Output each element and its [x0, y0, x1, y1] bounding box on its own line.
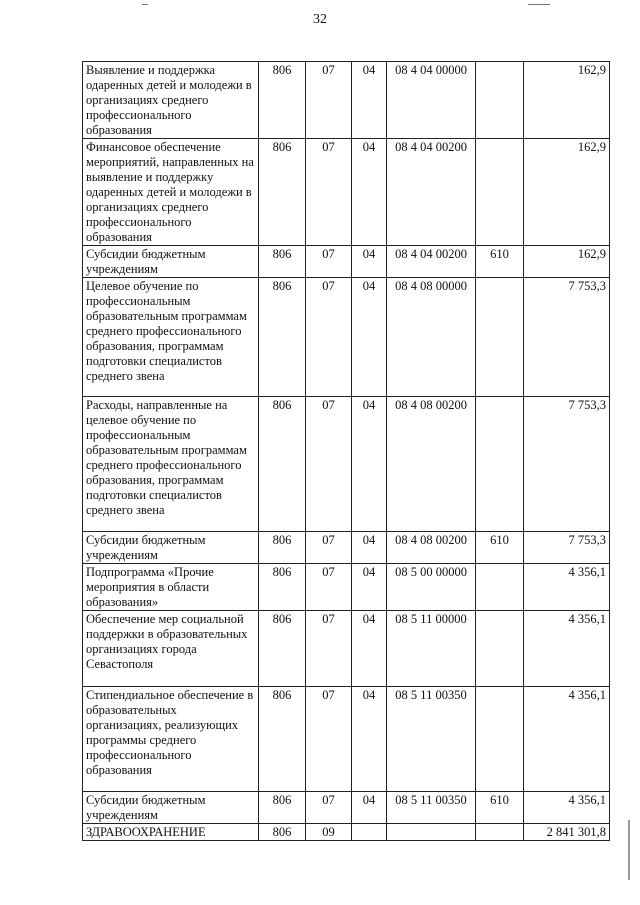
scan-edge-shadow [628, 820, 630, 880]
page-number: 32 [313, 12, 327, 27]
row-name: Субсидии бюджетным учреждениям [83, 792, 259, 824]
scan-artifact-right [528, 4, 550, 5]
table-row [83, 792, 610, 824]
expense-type-code [476, 824, 524, 841]
section-code: 07 [306, 278, 352, 397]
expense-type-code [476, 62, 524, 139]
table-row [83, 62, 610, 139]
row-name: Стипендиальное обеспечение в образовательных организациях, реализующих программы среднего профессионального образования [83, 687, 259, 792]
section-code: 07 [306, 62, 352, 139]
target-article-code: 08 5 00 00000 [387, 564, 476, 611]
amount: 7 753,3 [524, 397, 610, 532]
dept-code: 806 [259, 246, 306, 278]
table-row [83, 564, 610, 611]
amount: 162,9 [524, 139, 610, 246]
expense-type-code [476, 278, 524, 397]
dept-code: 806 [259, 792, 306, 824]
row-name: Выявление и поддержка одаренных детей и молодежи в организациях среднего профессионального образования [83, 62, 259, 139]
expense-type-code [476, 687, 524, 792]
section-code: 07 [306, 564, 352, 611]
dept-code: 806 [259, 532, 306, 564]
amount: 4 356,1 [524, 564, 610, 611]
section-code: 07 [306, 532, 352, 564]
subsection-code: 04 [352, 611, 387, 687]
table-row [83, 246, 610, 278]
amount: 162,9 [524, 246, 610, 278]
subsection-code: 04 [352, 278, 387, 397]
amount: 4 356,1 [524, 687, 610, 792]
scan-artifact-left [142, 4, 148, 5]
amount: 7 753,3 [524, 532, 610, 564]
expense-type-code: 610 [476, 246, 524, 278]
row-name: Подпрограмма «Прочие мероприятия в области образования» [83, 564, 259, 611]
table-row [83, 397, 610, 532]
dept-code: 806 [259, 397, 306, 532]
subsection-code: 04 [352, 532, 387, 564]
expense-type-code [476, 611, 524, 687]
target-article-code: 08 4 04 00000 [387, 62, 476, 139]
subsection-code: 04 [352, 687, 387, 792]
subsection-code: 04 [352, 62, 387, 139]
row-name: Субсидии бюджетным учреждениям [83, 246, 259, 278]
row-name: Целевое обучение по профессиональным образовательным программам среднего профессионального образования, программам подготовки специалистов среднего звена [83, 278, 259, 397]
subsection-code: 04 [352, 792, 387, 824]
table-row [83, 532, 610, 564]
table-row [83, 139, 610, 246]
row-name: Расходы, направленные на целевое обучение по профессиональным образовательным программам среднего профессионального образования, программам подготовки специалистов среднего звена [83, 397, 259, 532]
table-row [83, 611, 610, 687]
row-name: Субсидии бюджетным учреждениям [83, 532, 259, 564]
section-code: 07 [306, 792, 352, 824]
row-name: Финансовое обеспечение мероприятий, направленных на выявление и поддержку одаренных детей и молодежи в организациях среднего профессионального образования [83, 139, 259, 246]
table-row [83, 824, 610, 841]
expense-type-code: 610 [476, 532, 524, 564]
section-code: 07 [306, 611, 352, 687]
section-code: 07 [306, 246, 352, 278]
target-article-code: 08 4 08 00200 [387, 397, 476, 532]
amount: 4 356,1 [524, 792, 610, 824]
row-name: Обеспечение мер социальной поддержки в образовательных организациях города Севастополя [83, 611, 259, 687]
subsection-code: 04 [352, 564, 387, 611]
dept-code: 806 [259, 824, 306, 841]
table-row [83, 687, 610, 792]
section-code: 07 [306, 397, 352, 532]
expense-type-code: 610 [476, 792, 524, 824]
dept-code: 806 [259, 139, 306, 246]
dept-code: 806 [259, 62, 306, 139]
target-article-code [387, 824, 476, 841]
target-article-code: 08 5 11 00000 [387, 611, 476, 687]
budget-table [82, 61, 610, 841]
section-code: 09 [306, 824, 352, 841]
target-article-code: 08 4 08 00200 [387, 532, 476, 564]
subsection-code [352, 824, 387, 841]
target-article-code: 08 5 11 00350 [387, 792, 476, 824]
dept-code: 806 [259, 611, 306, 687]
subsection-code: 04 [352, 139, 387, 246]
dept-code: 806 [259, 564, 306, 611]
target-article-code: 08 5 11 00350 [387, 687, 476, 792]
expense-type-code [476, 139, 524, 246]
row-name: ЗДРАВООХРАНЕНИЕ [83, 824, 259, 841]
target-article-code: 08 4 04 00200 [387, 139, 476, 246]
expense-type-code [476, 397, 524, 532]
amount: 2 841 301,8 [524, 824, 610, 841]
target-article-code: 08 4 08 00000 [387, 278, 476, 397]
section-code: 07 [306, 687, 352, 792]
expense-type-code [476, 564, 524, 611]
amount: 7 753,3 [524, 278, 610, 397]
amount: 4 356,1 [524, 611, 610, 687]
amount: 162,9 [524, 62, 610, 139]
table-row [83, 278, 610, 397]
dept-code: 806 [259, 687, 306, 792]
target-article-code: 08 4 04 00200 [387, 246, 476, 278]
section-code: 07 [306, 139, 352, 246]
subsection-code: 04 [352, 246, 387, 278]
dept-code: 806 [259, 278, 306, 397]
subsection-code: 04 [352, 397, 387, 532]
